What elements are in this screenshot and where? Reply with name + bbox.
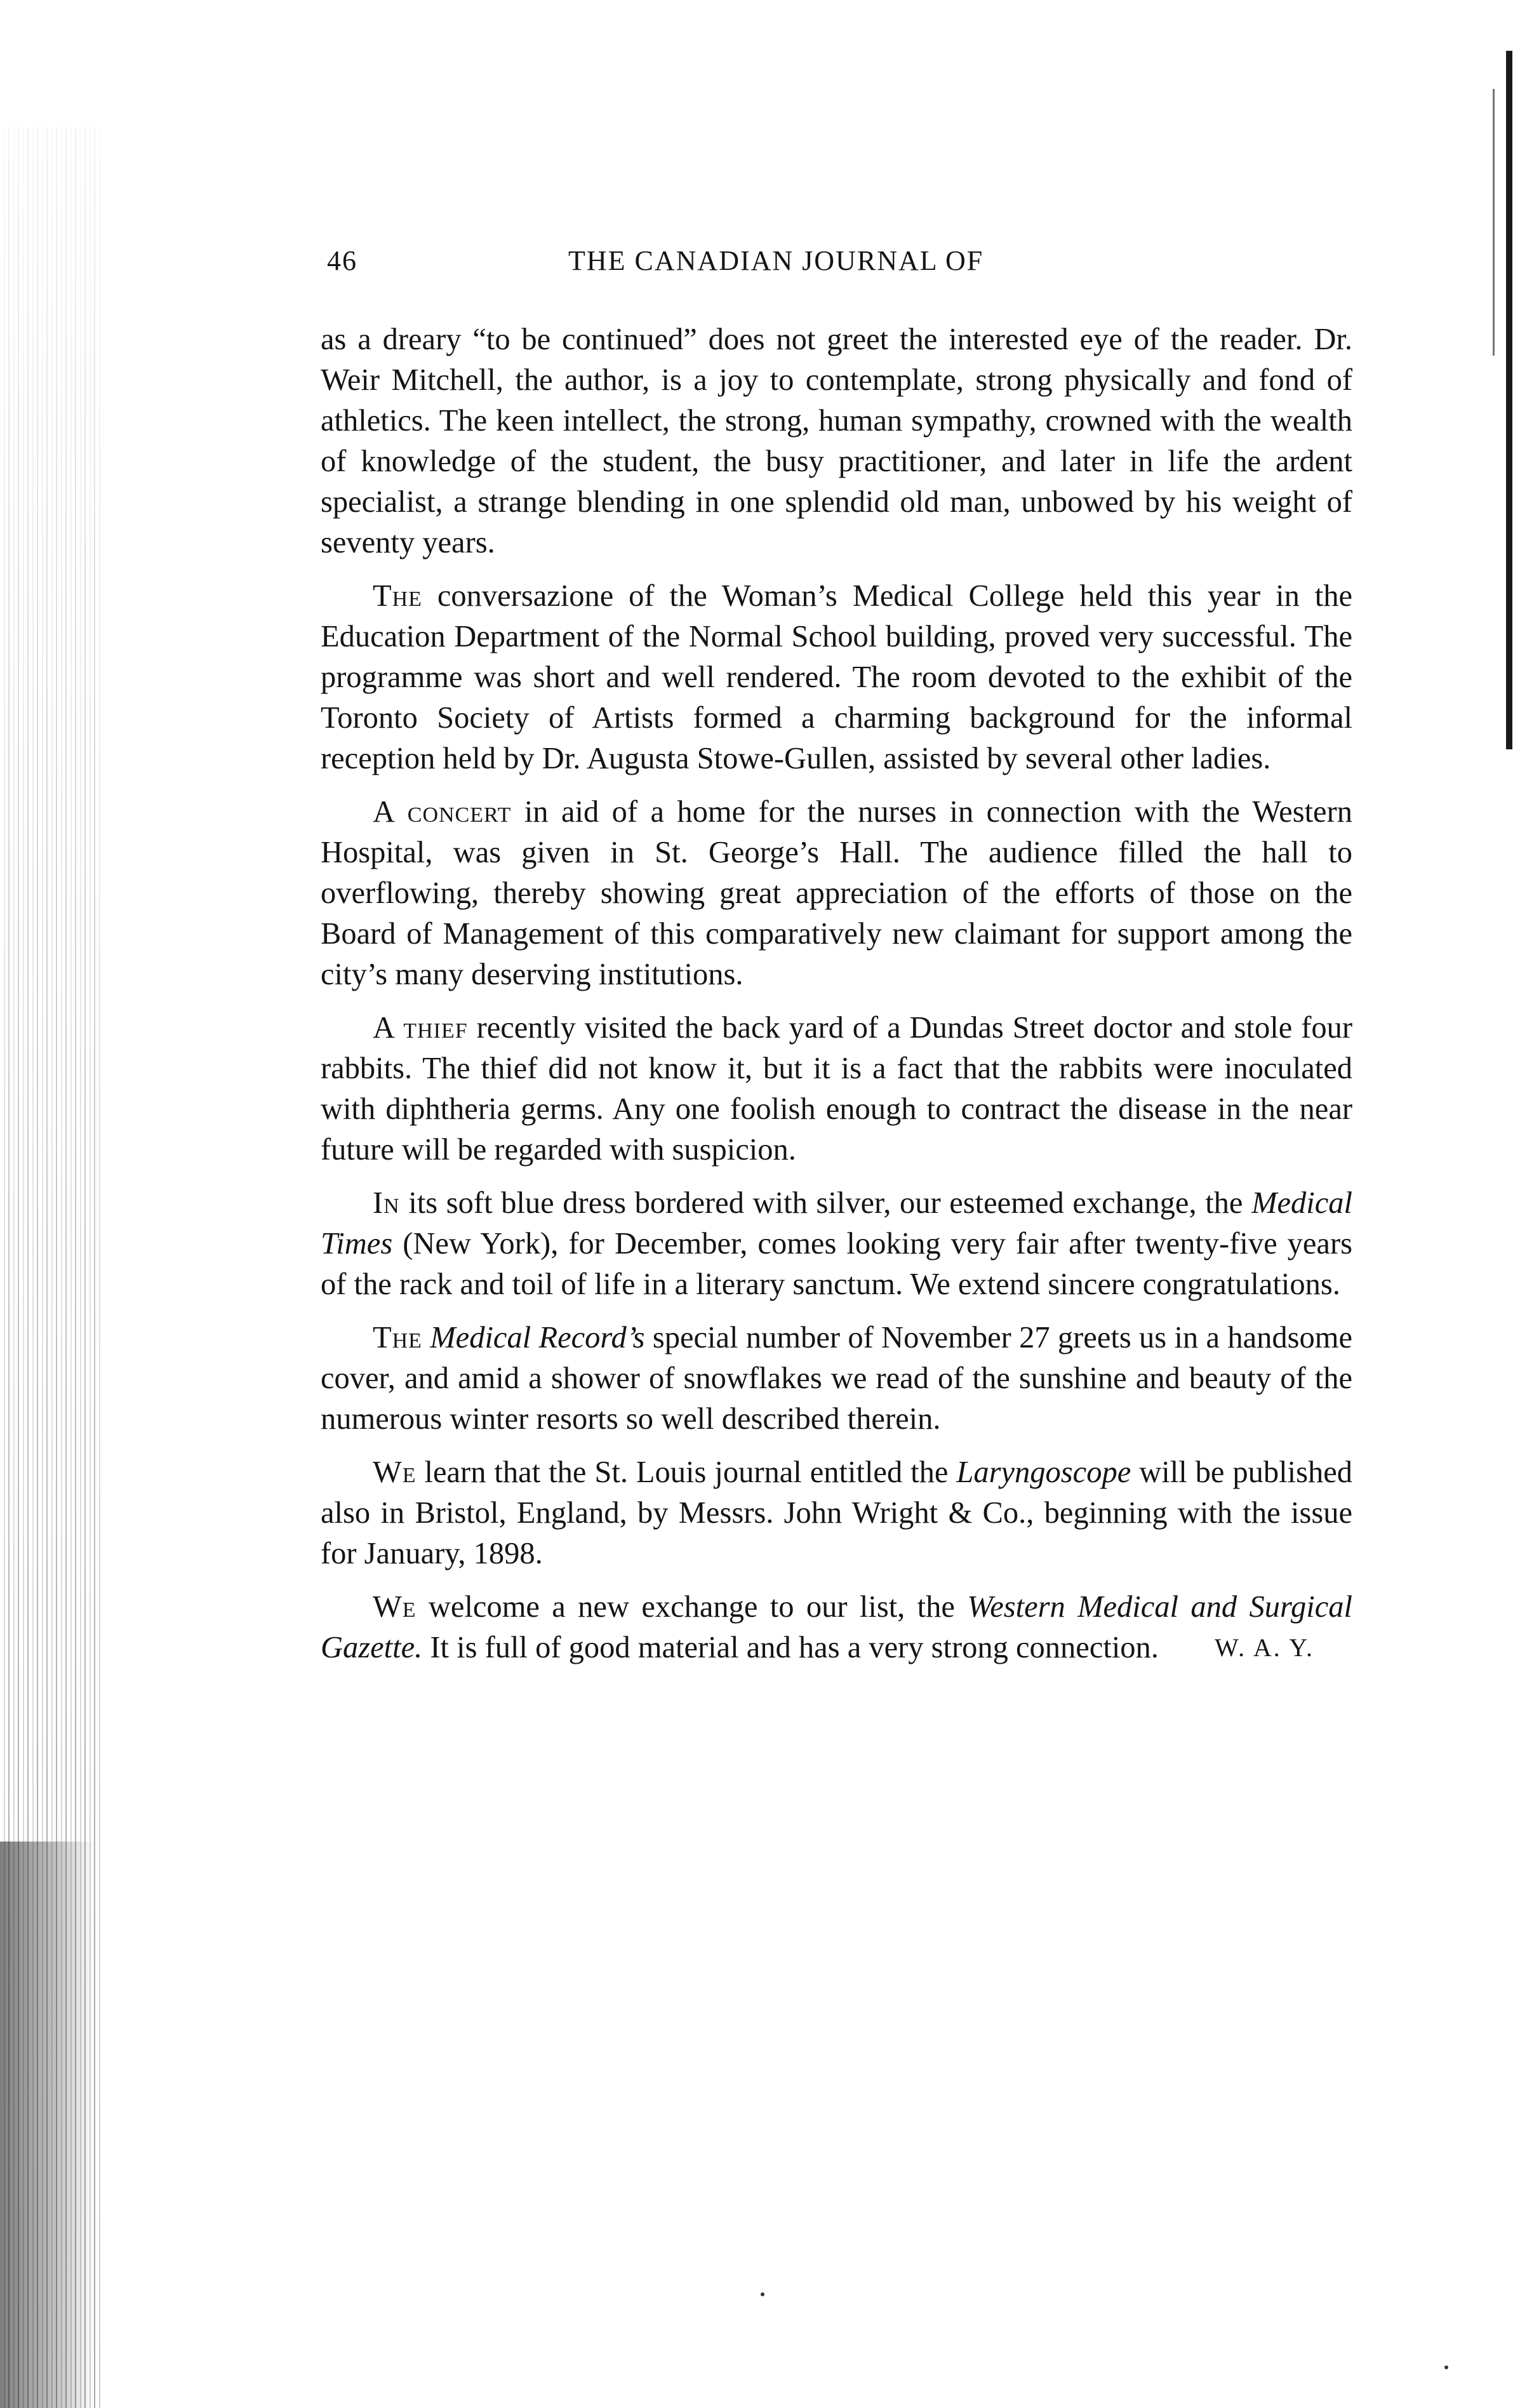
paragraph-text: will be published also in Bristol, England, by Messrs. John Wright & Co., beginning with the issue for January, 1898. xyxy=(321,1455,1353,1570)
paragraph-conversazione xyxy=(321,576,1352,779)
author-signature: W. A. Y. xyxy=(1214,1633,1314,1662)
paragraph-text: as a dreary “to be continued” does not greet the interested eye of the reader. Dr. Weir Mitchell, the author, is a joy to contemplate, strong physically and fond of athletics. The keen intellect, the strong, human sympathy, crowned with the wealth of knowledge of the student, the busy practitioner, and later in life the ardent specialist, a strange blending in one splendid old man, unbowed by his weight of seventy years. xyxy=(321,323,1352,559)
paragraph-lead: We xyxy=(373,1455,417,1489)
paragraph-lead: The xyxy=(373,1321,422,1354)
paragraph-text: learn that the St. Louis journal entitled the xyxy=(416,1455,957,1489)
paragraph-lead: A concert xyxy=(373,795,512,829)
paragraph-lead: A thief xyxy=(373,1011,468,1045)
running-head xyxy=(321,244,1352,289)
paragraph-text: (New York), for December, comes looking very fair after twenty-five years of the rack and toil of life in a literary sanctum. We extend sincere congratulations. xyxy=(321,1227,1352,1301)
paragraph-text xyxy=(422,1321,430,1354)
paragraph-text: It is full of good material and has a very strong connection. xyxy=(422,1631,1159,1664)
paragraph-text: its soft blue dress bordered with silver, our esteemed exchange, the xyxy=(399,1186,1252,1220)
binding-edge-shadow xyxy=(0,1842,95,2408)
paragraph-text: conversazione of the Woman’s Medical College held this year in the Education Department of the Normal School building, proved very successful. The programme was short and well rendered. The room devoted to the exhibit of the Toronto Society of Artists formed a charming background for the informal reception held by Dr. Augusta Stowe-Gullen, assisted by several other ladies. xyxy=(321,579,1352,775)
publication-title: Laryngoscope xyxy=(956,1455,1131,1489)
paragraph-text: special number of November 27 greets us in a handsome cover, and amid a shower of snowflakes we read of the sunshine and beauty of the numerous winter resorts so well described therein. xyxy=(321,1321,1353,1436)
publication-title: Medical Times xyxy=(321,1186,1352,1261)
scan-edge-line-thin xyxy=(1493,89,1495,356)
journal-title: THE CANADIAN JOURNAL OF xyxy=(568,245,984,276)
paragraph-western-medical xyxy=(321,1587,1352,1668)
scan-speck xyxy=(1444,2365,1448,2369)
paragraph-mitchell xyxy=(321,319,1352,563)
paragraph-lead: The xyxy=(373,579,422,613)
publication-title: Western Medical and Surgical Gazette. xyxy=(321,1590,1353,1664)
publication-title: Medical Record’s xyxy=(430,1321,645,1354)
paragraph-text: recently visited the back yard of a Dundas Street doctor and stole four rabbits. The thief did not know it, but it is a fact that the rabbits were inoculated with diphtheria germs. Any one foolish enough to contract the disease in the near future will be regarded with suspicion. xyxy=(321,1011,1352,1167)
article-body xyxy=(321,319,1352,1668)
paragraph-medical-record xyxy=(321,1318,1352,1440)
paragraph-text: in aid of a home for the nurses in connection with the Western Hospital, was given in St. George’s Hall. The audience filled the hall to overflowing, thereby showing great appreciation of the efforts of those on the Board of Management of this comparatively new claimant for support among the city’s many deserving institutions. xyxy=(321,795,1352,991)
paragraph-medical-times xyxy=(321,1183,1352,1305)
scan-speck xyxy=(761,2292,764,2296)
paragraph-text: welcome a new exchange to our list, the xyxy=(416,1590,968,1624)
scan-edge-line xyxy=(1506,51,1512,749)
paragraph-lead: In xyxy=(373,1186,400,1220)
paragraph-lead: We xyxy=(373,1590,417,1624)
paragraph-laryngoscope xyxy=(321,1452,1352,1574)
paragraph-thief xyxy=(321,1008,1352,1170)
page xyxy=(321,244,1352,1681)
paragraph-concert xyxy=(321,792,1352,995)
page-number: 46 xyxy=(327,245,357,276)
